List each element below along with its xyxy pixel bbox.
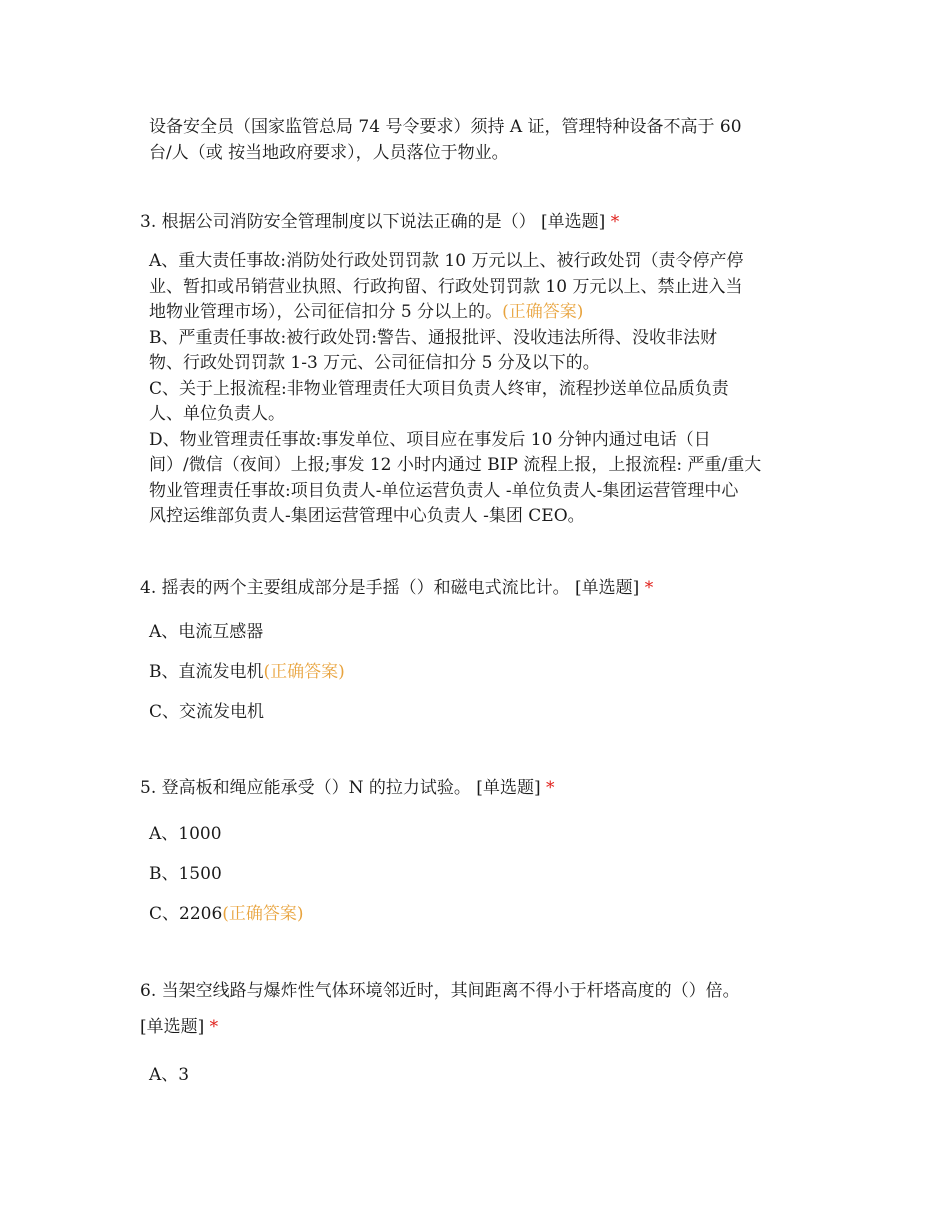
question-text: 3. 根据公司消防安全管理制度以下说法正确的是（） [单选题] xyxy=(140,212,606,232)
continuation-line: 台/人（或 按当地政府要求），人员落位于物业。 xyxy=(149,143,509,163)
option-a: A、3 xyxy=(149,1065,190,1085)
question-text: 6. 当架空线路与爆炸性气体环境邻近时，其间距离不得小于杆塔高度的（）倍。 xyxy=(140,981,740,1001)
question-3-title xyxy=(140,204,820,240)
question-3-options xyxy=(149,249,809,530)
option-a: A、电流互感器 xyxy=(149,622,264,642)
option-a: A、重大责任事故:消防处行政处罚罚款 10 万元以上、被行政处罚（责令停产停 业、暂扣或吊销营业执照、行政拘留、行政处罚罚款 10 万元以上、禁止进入当 地物业管理市场），公司征信扣分 5 分以上的。(正确答案) xyxy=(149,251,744,322)
option-b: B、严重责任事故:被行政处罚:警告、通报批评、没收违法所得、没收非法财 物、行政处罚罚款 1-3 万元、公司征信扣分 5 分及以下的。 xyxy=(149,327,717,373)
question-5-title xyxy=(140,770,820,806)
question-6-title xyxy=(140,973,820,1045)
option-c: C、2206(正确答案) xyxy=(149,904,304,924)
option-d: D、物业管理责任事故:事发单位、项目应在事发后 10 分钟内通过电话（日 间）/微信（夜间）上报;事发 12 小时内通过 BIP 流程上报，上报流程: 严重/重大 物业管理责任事故:项目负责人-单位运营负责人 -单位负责人-集团运营管理中心 风控运维部负责人-集团运营管理中心负责人 -集团 CEO。 xyxy=(149,429,762,526)
option-a: A、1000 xyxy=(149,824,222,844)
question-4-title xyxy=(140,570,820,606)
question-type: [单选题] xyxy=(140,1017,205,1037)
continuation-text xyxy=(149,114,809,166)
option-c: C、关于上报流程:非物业管理责任大项目负责人终审，流程抄送单位品质负责 人、单位负责人。 xyxy=(149,378,729,424)
question-text: 4. 摇表的两个主要组成部分是手摇（）和磁电式流比计。 [单选题] xyxy=(140,578,640,598)
option-b: B、直流发电机(正确答案) xyxy=(149,662,345,682)
required-marker: * xyxy=(644,578,654,598)
option-c: C、交流发电机 xyxy=(149,702,265,722)
required-marker: * xyxy=(545,778,555,798)
option-b: B、1500 xyxy=(149,864,222,884)
required-marker: * xyxy=(610,212,620,232)
correct-answer-marker: (正确答案) xyxy=(502,302,584,322)
correct-answer-marker: (正确答案) xyxy=(263,662,345,682)
question-text: 5. 登高板和绳应能承受（）N 的拉力试验。 [单选题] xyxy=(140,778,541,798)
correct-answer-marker: (正确答案) xyxy=(222,904,304,924)
required-marker: * xyxy=(209,1017,219,1037)
continuation-line: 设备安全员（国家监管总局 74 号令要求）须持 A 证，管理特种设备不高于 60 xyxy=(149,117,742,137)
